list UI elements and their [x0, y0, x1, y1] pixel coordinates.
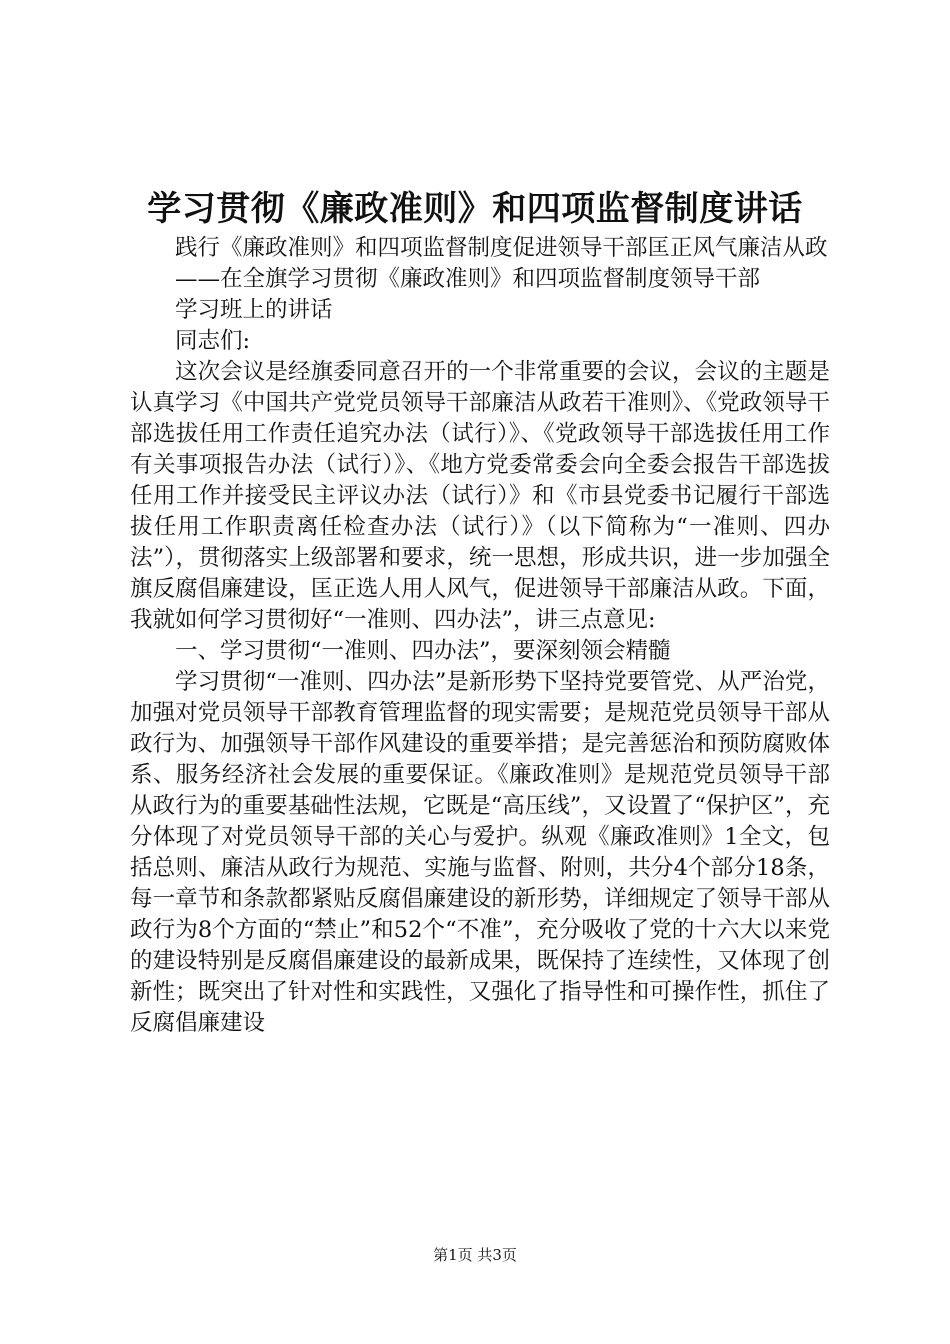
document-title: 学习贯彻《廉政准则》和四项监督制度讲话 [147, 189, 803, 229]
page-footer: 第1页 共3页 [433, 1246, 517, 1264]
section-heading: 一、学习贯彻“一准则、四办法”，要深刻领会精髓 [175, 638, 671, 664]
paragraph: 这次会议是经旗委同意召开的一个非常重要的会议，会议的主题是认真学习《中国共产党党员领导干部廉洁从政若干准则》、《党政领导干部选拔任用工作责任追究办法（试行）》、《党政领导干部选拔任用工作有关事项报告办法（试行）》、《地方党委常委会向全委会报告干部选拔任用工作并接受民主评议办法（试行）》和《市县党委书记履行干部选拔任用工作职责离任检查办法（试行）》（以下简称为“一准则、四办法”），贯彻落实上级部署和要求，统一思想，形成共识，进一步加强全旗反腐倡廉建设，匡正选人用人风气，促进领导干部廉洁从政。下面，我就如何学习贯彻好“一准则、四办法”，讲三点意见: [130, 359, 830, 633]
subtitle-dash-line: ——在全旗学习贯彻《廉政准则》和四项监督制度领导干部 [175, 266, 761, 292]
salutation: 同志们: [175, 328, 251, 354]
document-body [130, 233, 830, 1039]
subtitle-line: 践行《廉政准则》和四项监督制度促进领导干部匡正风气廉洁从政 [175, 235, 828, 261]
paragraph: 学习贯彻“一准则、四办法”是新形势下坚持党要管党、从严治党，加强对党员领导干部教育管理监督的现实需要；是规范党员领导干部从政行为、加强领导干部作风建设的重要举措；是完善惩治和预防腐败体系、服务经济社会发展的重要保证。《廉政准则》是规范党员领导干部从政行为的重要基础性法规，它既是“高压线”，又设置了“保护区”，充分体现了对党员领导干部的关心与爱护。纵观《廉政准则》1全文，包括总则、廉洁从政行为规范、实施与监督、附则，共分4个部分18条，每一章节和条款都紧贴反腐倡廉建设的新形势，详细规定了领导干部从政行为8个方面的“禁止”和52个“不准”，充分吸收了党的十六大以来党的建设特别是反腐倡廉建设的最新成果，既保持了连续性，又体现了创新性；既突出了针对性和实践性，又强化了指导性和可操作性，抓住了反腐倡廉建设 [130, 669, 830, 1036]
subtitle-continuation: 学习班上的讲话 [175, 297, 333, 323]
